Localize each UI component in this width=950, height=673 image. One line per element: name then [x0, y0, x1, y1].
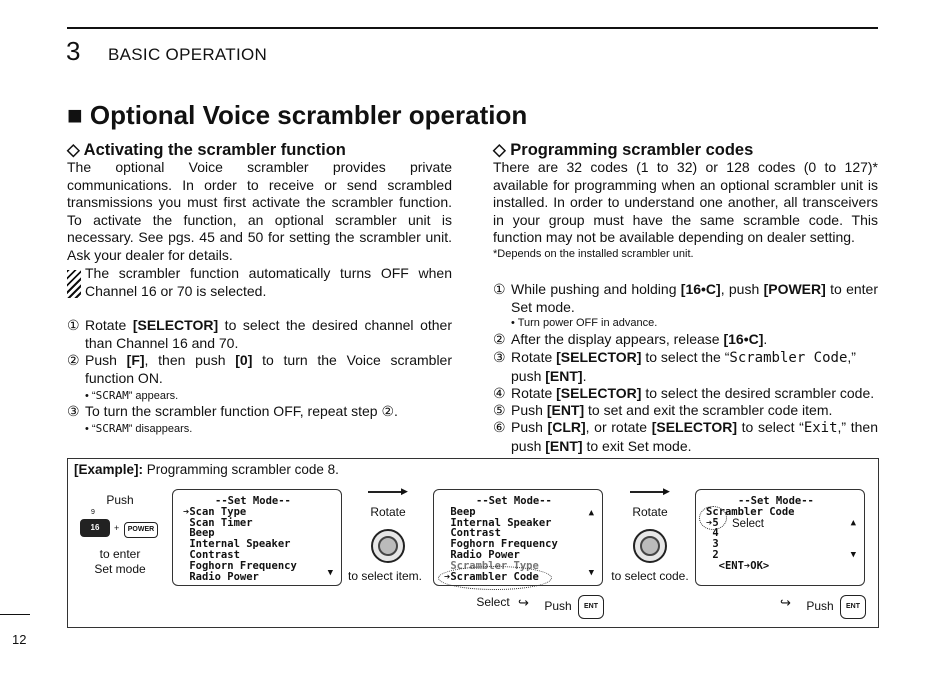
text: ” appears. [128, 390, 179, 402]
zero-key: [0] [235, 352, 253, 368]
screen-line: Scan Timer [183, 516, 253, 529]
text: to turn the Voice scrambler function ON. [85, 352, 452, 386]
step-num: ⑤ [493, 402, 506, 418]
screen-line: Beep [183, 527, 215, 540]
screen-line: <ENT➔OK> [706, 559, 770, 572]
screen-line: Scrambler Code [706, 505, 795, 518]
text: Push [511, 402, 547, 418]
text: . [582, 367, 587, 384]
up-arrow-icon: ▲ [588, 508, 594, 518]
screen-line: Internal Speaker [444, 516, 552, 529]
right-arrow-icon: ▶ [401, 486, 408, 496]
selection-highlight [699, 506, 727, 530]
left-note: The scrambler function automatically turns OFF when Channel 16 or 70 is selected. [85, 265, 452, 299]
chapter-title: BASIC OPERATION [108, 45, 268, 64]
selector-key: [SELECTOR] [132, 317, 219, 333]
text: To turn the scrambler function OFF, repeat step ②. [85, 403, 398, 419]
text: , push [720, 281, 764, 297]
text: to select the desired scrambler code. [641, 385, 875, 401]
example-label-bold: [Example]: [74, 462, 144, 477]
text: to select the “ [641, 349, 730, 365]
step-num: ② [493, 331, 506, 347]
lcd-screen-3 [695, 489, 865, 586]
rotate-label-2: Rotate [632, 505, 668, 519]
selector-key: [SELECTOR] [556, 385, 642, 401]
page-number-rule [0, 614, 30, 615]
text: Rotate [511, 349, 557, 365]
left-step-3 [67, 403, 452, 421]
screen-line: Contrast [183, 548, 240, 561]
step-num: ⑥ [493, 419, 506, 435]
text: ,” then push [511, 419, 878, 454]
ent-key-a: ENT [578, 595, 604, 619]
ent-key: [ENT] [546, 402, 585, 418]
screen-line: ➔Scan Type [183, 505, 247, 518]
screen-line: Scrambler Type [444, 559, 539, 572]
step-num: ④ [493, 385, 506, 401]
screen-line: ➔5 [706, 516, 719, 529]
text: While pushing and holding [511, 281, 681, 297]
left-step-2-sub [85, 389, 178, 402]
ent-key: [ENT] [545, 437, 583, 454]
screen-line: ➔Scrambler Code [444, 570, 539, 583]
text: , or rotate [585, 419, 652, 435]
arrow-line [630, 491, 666, 493]
left-paragraph: The optional Voice scrambler provides private communications. In order to receive or send scrambled transmissions you must first activate the scrambler function. To activate the function, an optional scrambler unit is necessary. See pgs. 45 and 50 for setting the scrambler unit. Ask your dealer for details. [67, 159, 452, 263]
example-label-text: Programming scrambler code 8. [143, 462, 339, 477]
text: Push [511, 419, 548, 435]
example-label [74, 462, 339, 477]
right-step-4 [493, 385, 878, 403]
section-title: ■ Optional Voice scrambler operation [67, 100, 528, 130]
right-arrow-icon: ▶ [663, 486, 670, 496]
text: • “ [85, 390, 96, 402]
step-3-num: ③ [67, 403, 80, 419]
text: ” disappears. [128, 423, 193, 435]
screen-line: Foghorn Frequency [183, 559, 297, 572]
down-arrow-icon: ▼ [327, 568, 333, 579]
select-item-label: to select item. [347, 569, 423, 583]
screen-line: Contrast [444, 527, 501, 540]
16c-key: [16•C] [723, 331, 764, 347]
page-number: 12 [12, 632, 27, 647]
select-label-b: Select [732, 518, 764, 530]
text: Rotate [511, 385, 557, 401]
screen-line: 3 [706, 538, 719, 551]
right-step-1 [493, 281, 878, 316]
16c-key: [16•C] [680, 281, 721, 297]
step-num: ① [493, 281, 506, 297]
text: Rotate [85, 317, 133, 333]
key-small-label: 9 [91, 509, 95, 516]
down-arrow-icon: ▼ [850, 550, 856, 560]
header-rule [67, 27, 878, 29]
enter-label-2: Set mode [94, 562, 146, 576]
select-label-a: Select [476, 595, 510, 609]
text: . [763, 331, 768, 347]
text: ,” push [511, 349, 856, 384]
lcd-text: SCRAM [95, 422, 129, 435]
lcd-screen-2 [433, 489, 603, 586]
power-key: POWER [124, 522, 158, 538]
lcd-text: Scrambler Code [729, 350, 848, 366]
push-label-b: Push [806, 599, 834, 613]
push-label-a: Push [544, 599, 572, 613]
left-heading: ◇ Activating the scrambler function [67, 141, 346, 159]
screen-line: Internal Speaker [183, 538, 291, 551]
selector-key: [SELECTOR] [651, 419, 738, 435]
step-2-num: ② [67, 352, 80, 368]
left-step-3-sub [85, 422, 192, 435]
rotate-label-1: Rotate [370, 505, 406, 519]
selector-knob-icon [633, 529, 667, 563]
power-key: [POWER] [763, 281, 826, 297]
screen-line: Foghorn Frequency [444, 538, 558, 551]
ent-key-b: ENT [840, 595, 866, 619]
text: Push [85, 352, 127, 368]
sixteen-key: 16 [80, 519, 110, 537]
right-step-3 [493, 349, 878, 385]
text: to select “ [737, 419, 804, 435]
screen-line: 2 [706, 548, 719, 561]
plus-sign: + [114, 523, 120, 533]
chapter-number: 3 [66, 36, 81, 66]
right-step-2 [493, 331, 878, 349]
text: to set and exit the scrambler code item. [584, 402, 833, 418]
selector-knob-icon [371, 529, 405, 563]
arrow-line [368, 491, 404, 493]
screen-line: Radio Power [183, 570, 259, 583]
text: , then push [144, 352, 236, 368]
screen-line: --Set Mode-- [215, 495, 291, 507]
left-step-2 [67, 352, 452, 387]
text: to exit Set mode. [582, 437, 692, 454]
example-box [67, 458, 879, 628]
ent-key: [ENT] [545, 367, 583, 384]
right-step-1-sub: • Turn power OFF in advance. [511, 317, 658, 329]
text: After the display appears, release [511, 331, 724, 347]
f-key: [F] [126, 352, 145, 368]
screen-line: Radio Power [444, 548, 520, 561]
lcd-screen-1 [172, 489, 342, 586]
clr-key: [CLR] [547, 419, 586, 435]
step-num: ③ [493, 349, 506, 365]
right-paragraph: There are 32 codes (1 to 32) or 128 codes (0 to 127)* available for programming when an optional scrambler unit is installed. In order to understand one another, all transceivers in your group must have the same scramble code. This function may not be available depending on dealer setting. [493, 159, 878, 245]
lcd-text: Exit [803, 420, 838, 436]
text: • “ [85, 423, 96, 435]
screen-line: Beep [444, 505, 476, 518]
text: to enter Set mode. [511, 281, 878, 315]
left-step-1 [67, 317, 452, 352]
right-heading: ◇ Programming scrambler codes [493, 141, 754, 159]
step-1-num: ① [67, 317, 80, 333]
screen-line: --Set Mode-- [476, 495, 552, 507]
select-code-label: to select code. [611, 569, 689, 583]
screen-line: --Set Mode-- [738, 495, 814, 507]
down-arrow-icon: ▼ [588, 568, 594, 579]
curve-arrow-icon: ↪ [780, 595, 791, 610]
selector-key: [SELECTOR] [556, 349, 642, 365]
curve-arrow-icon: ↪ [518, 595, 529, 610]
note-icon [67, 270, 81, 298]
right-step-6 [493, 419, 878, 455]
selection-highlight [438, 566, 552, 590]
up-arrow-icon: ▲ [850, 518, 856, 528]
screen-line: 4 [706, 527, 719, 540]
text: to select the desired channel other than Channel 16 and 70. [85, 317, 453, 351]
push-label: Push [106, 493, 134, 507]
right-step-5 [493, 402, 878, 420]
lcd-text: SCRAM [95, 389, 129, 402]
enter-label-1: to enter [99, 547, 141, 561]
right-footnote: *Depends on the installed scrambler unit. [493, 248, 694, 260]
